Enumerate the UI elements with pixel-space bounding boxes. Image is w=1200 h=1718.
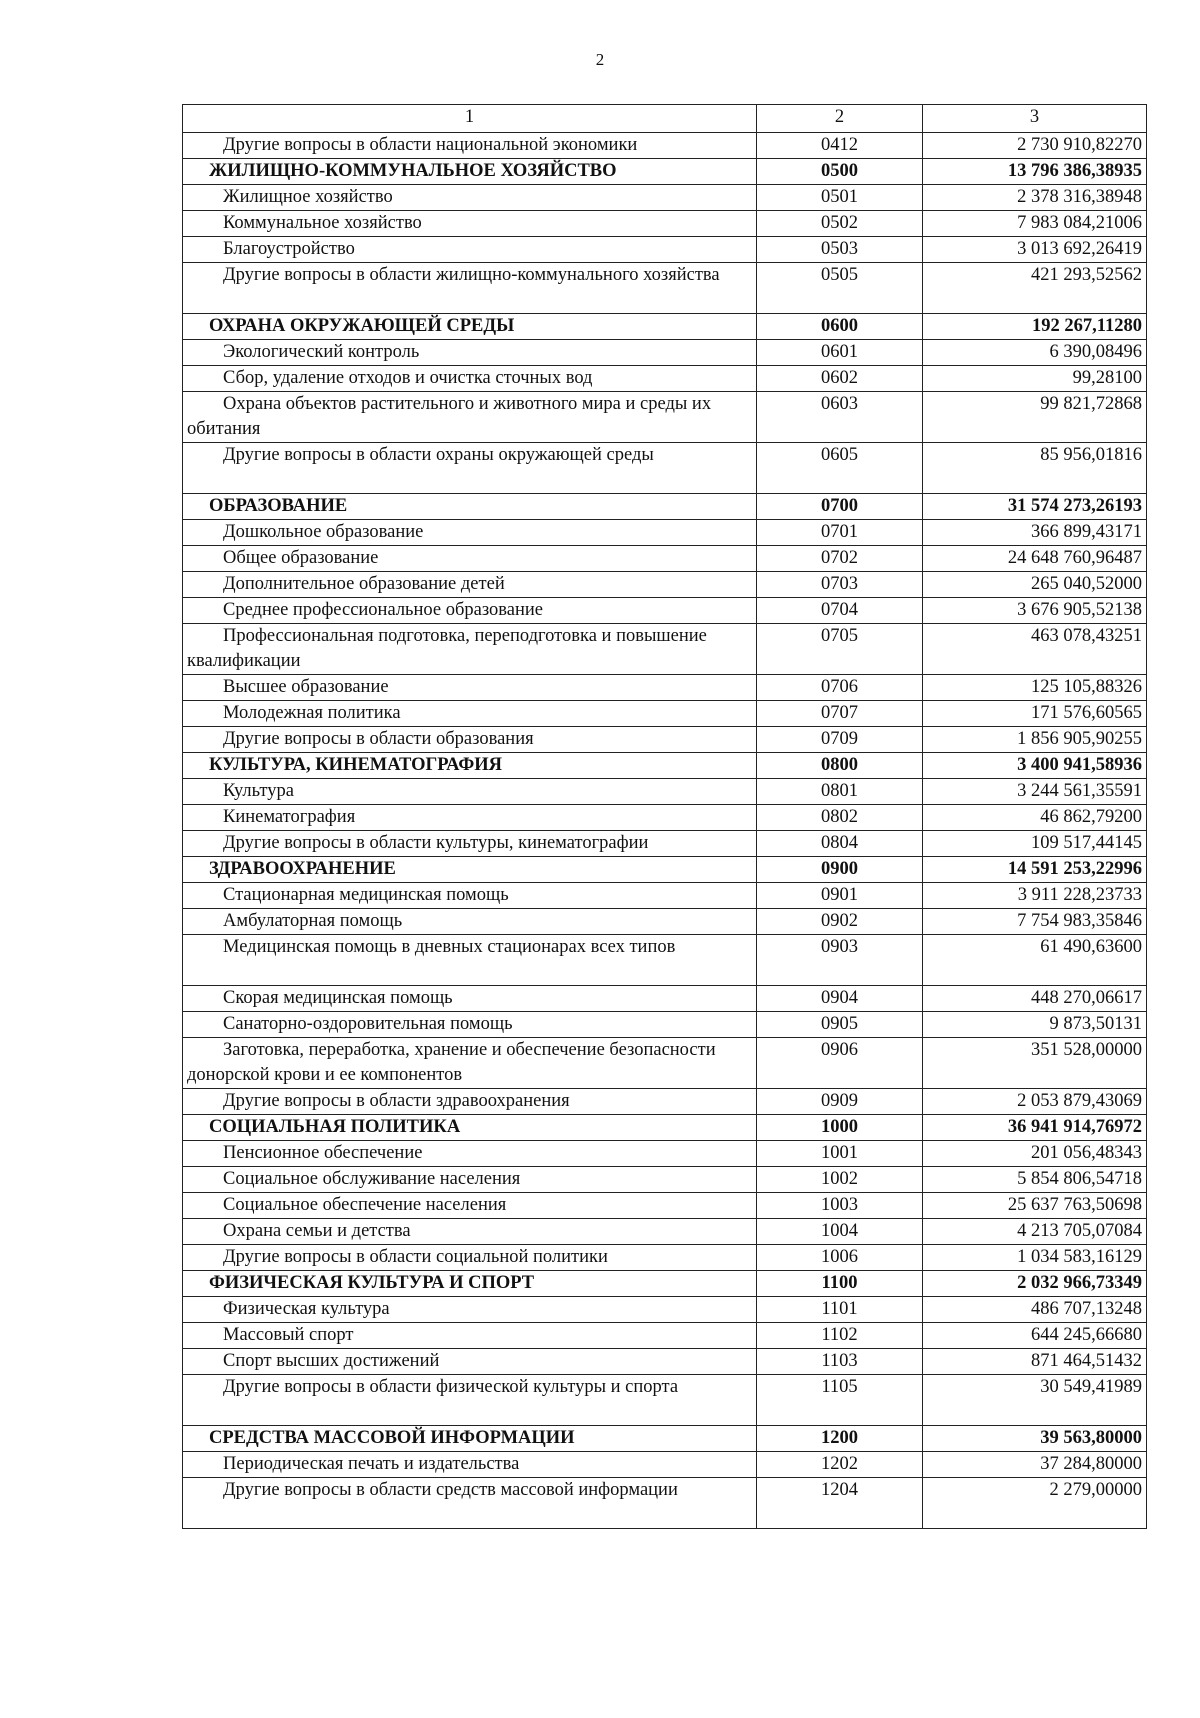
section-name: КУЛЬТУРА, КИНЕМАТОГРАФИЯ [183,753,757,779]
budget-code: 0709 [757,727,923,753]
budget-code: 0906 [757,1038,923,1089]
budget-code: 0704 [757,598,923,624]
section-row [183,857,1147,883]
amount: 7 983 084,21006 [923,211,1147,237]
budget-code: 0905 [757,1012,923,1038]
amount: 3 244 561,35591 [923,779,1147,805]
table-row [183,909,1147,935]
item-name: Социальное обеспечение населения [183,1193,757,1219]
budget-code: 0700 [757,494,923,520]
amount: 2 032 966,73349 [923,1271,1147,1297]
budget-code: 1200 [757,1426,923,1452]
amount: 366 899,43171 [923,520,1147,546]
section-row [183,494,1147,520]
table-row [183,237,1147,263]
section-name: ОХРАНА ОКРУЖАЮЩЕЙ СРЕДЫ [183,314,757,340]
item-name: Заготовка, переработка, хранение и обеспечение безопасности донорской крови и ее компонентов [183,1038,757,1089]
budget-code: 1004 [757,1219,923,1245]
table-row [183,1245,1147,1271]
item-name: Периодическая печать и издательства [183,1452,757,1478]
budget-code: 0505 [757,263,923,314]
item-name: Медицинская помощь в дневных стационарах всех типов [183,935,757,986]
amount: 2 279,00000 [923,1478,1147,1529]
table-row [183,779,1147,805]
table-row [183,1193,1147,1219]
amount: 6 390,08496 [923,340,1147,366]
amount: 1 856 905,90255 [923,727,1147,753]
amount: 109 517,44145 [923,831,1147,857]
budget-code: 1101 [757,1297,923,1323]
item-name: Скорая медицинская помощь [183,986,757,1012]
section-row [183,1271,1147,1297]
item-name: Другие вопросы в области жилищно-коммунального хозяйства [183,263,757,314]
item-name: Физическая культура [183,1297,757,1323]
amount: 5 854 806,54718 [923,1167,1147,1193]
amount: 871 464,51432 [923,1349,1147,1375]
budget-code: 0500 [757,159,923,185]
amount: 3 676 905,52138 [923,598,1147,624]
amount: 265 040,52000 [923,572,1147,598]
table-row [183,1038,1147,1089]
amount: 2 730 910,82270 [923,133,1147,159]
item-name: Другие вопросы в области социальной политики [183,1245,757,1271]
budget-code: 0902 [757,909,923,935]
budget-code: 0705 [757,624,923,675]
table-row [183,1478,1147,1529]
item-name: Экологический контроль [183,340,757,366]
amount: 486 707,13248 [923,1297,1147,1323]
item-name: Охрана объектов растительного и животного мира и среды их обитания [183,392,757,443]
table-row [183,883,1147,909]
budget-code: 0502 [757,211,923,237]
budget-table [182,104,1147,1529]
amount: 3 400 941,58936 [923,753,1147,779]
header-col-3: 3 [923,105,1147,133]
item-name: Благоустройство [183,237,757,263]
section-row [183,1426,1147,1452]
amount: 24 648 760,96487 [923,546,1147,572]
budget-code: 0800 [757,753,923,779]
budget-code: 0804 [757,831,923,857]
page-number: 2 [595,50,605,69]
budget-code: 1103 [757,1349,923,1375]
amount: 463 078,43251 [923,624,1147,675]
item-name: Массовый спорт [183,1323,757,1349]
header-col-2: 2 [757,105,923,133]
item-name: Жилищное хозяйство [183,185,757,211]
table-row [183,1012,1147,1038]
table-row [183,675,1147,701]
item-name: Другие вопросы в области охраны окружающей среды [183,443,757,494]
item-name: Санаторно-оздоровительная помощь [183,1012,757,1038]
item-name: Молодежная политика [183,701,757,727]
table-row [183,986,1147,1012]
budget-code: 0909 [757,1089,923,1115]
item-name: Общее образование [183,546,757,572]
table-row [183,263,1147,314]
amount: 4 213 705,07084 [923,1219,1147,1245]
budget-code: 1202 [757,1452,923,1478]
table-row [183,572,1147,598]
budget-code: 1204 [757,1478,923,1529]
amount: 9 873,50131 [923,1012,1147,1038]
item-name: Другие вопросы в области физической культуры и спорта [183,1375,757,1426]
amount: 30 549,41989 [923,1375,1147,1426]
amount: 201 056,48343 [923,1141,1147,1167]
section-name: СОЦИАЛЬНАЯ ПОЛИТИКА [183,1115,757,1141]
budget-code: 0707 [757,701,923,727]
amount: 3 911 228,23733 [923,883,1147,909]
section-name: ФИЗИЧЕСКАЯ КУЛЬТУРА И СПОРТ [183,1271,757,1297]
budget-code: 0703 [757,572,923,598]
budget-code: 1105 [757,1375,923,1426]
table-row [183,701,1147,727]
table-row [183,366,1147,392]
item-name: Другие вопросы в области образования [183,727,757,753]
amount: 85 956,01816 [923,443,1147,494]
section-name: ЗДРАВООХРАНЕНИЕ [183,857,757,883]
section-name: ЖИЛИЩНО-КОММУНАЛЬНОЕ ХОЗЯЙСТВО [183,159,757,185]
section-row [183,1115,1147,1141]
section-name: СРЕДСТВА МАССОВОЙ ИНФОРМАЦИИ [183,1426,757,1452]
amount: 1 034 583,16129 [923,1245,1147,1271]
table-row [183,392,1147,443]
amount: 14 591 253,22996 [923,857,1147,883]
table-row [183,185,1147,211]
table-row [183,831,1147,857]
header-col-1: 1 [183,105,757,133]
table-row [183,1452,1147,1478]
amount: 7 754 983,35846 [923,909,1147,935]
amount: 3 013 692,26419 [923,237,1147,263]
budget-code: 1100 [757,1271,923,1297]
amount: 25 637 763,50698 [923,1193,1147,1219]
item-name: Другие вопросы в области средств массовой информации [183,1478,757,1529]
budget-code: 0801 [757,779,923,805]
item-name: Дошкольное образование [183,520,757,546]
budget-code: 0702 [757,546,923,572]
amount: 46 862,79200 [923,805,1147,831]
item-name: Другие вопросы в области здравоохранения [183,1089,757,1115]
table-row [183,1323,1147,1349]
item-name: Среднее профессиональное образование [183,598,757,624]
table-row [183,624,1147,675]
table-row [183,520,1147,546]
budget-code: 0802 [757,805,923,831]
table-row [183,1375,1147,1426]
amount: 125 105,88326 [923,675,1147,701]
amount: 421 293,52562 [923,263,1147,314]
budget-code: 1000 [757,1115,923,1141]
table-row [183,1141,1147,1167]
item-name: Амбулаторная помощь [183,909,757,935]
item-name: Стационарная медицинская помощь [183,883,757,909]
item-name: Спорт высших достижений [183,1349,757,1375]
budget-code: 1003 [757,1193,923,1219]
budget-code: 0904 [757,986,923,1012]
budget-code: 0602 [757,366,923,392]
item-name: Высшее образование [183,675,757,701]
amount: 99 821,72868 [923,392,1147,443]
item-name: Профессиональная подготовка, переподготовка и повышение квалификации [183,624,757,675]
table-row [183,935,1147,986]
item-name: Сбор, удаление отходов и очистка сточных вод [183,366,757,392]
amount: 351 528,00000 [923,1038,1147,1089]
amount: 192 267,11280 [923,314,1147,340]
table-row [183,1349,1147,1375]
amount: 644 245,66680 [923,1323,1147,1349]
table-row [183,133,1147,159]
table-row [183,546,1147,572]
amount: 13 796 386,38935 [923,159,1147,185]
section-row [183,159,1147,185]
table-row [183,443,1147,494]
table-row [183,598,1147,624]
item-name: Кинематография [183,805,757,831]
budget-code: 0412 [757,133,923,159]
amount: 61 490,63600 [923,935,1147,986]
item-name: Охрана семьи и детства [183,1219,757,1245]
item-name: Другие вопросы в области национальной экономики [183,133,757,159]
item-name: Культура [183,779,757,805]
table-row [183,1297,1147,1323]
amount: 31 574 273,26193 [923,494,1147,520]
budget-code: 0603 [757,392,923,443]
budget-code: 1006 [757,1245,923,1271]
amount: 39 563,80000 [923,1426,1147,1452]
budget-code: 0701 [757,520,923,546]
budget-code: 1102 [757,1323,923,1349]
table-row [183,1089,1147,1115]
budget-code: 0900 [757,857,923,883]
table-row [183,1219,1147,1245]
budget-code: 0600 [757,314,923,340]
table-row [183,727,1147,753]
table-row [183,805,1147,831]
table-row [183,340,1147,366]
table-row [183,211,1147,237]
budget-code: 1001 [757,1141,923,1167]
item-name: Другие вопросы в области культуры, кинематографии [183,831,757,857]
budget-code: 0706 [757,675,923,701]
amount: 448 270,06617 [923,986,1147,1012]
section-row [183,314,1147,340]
amount: 36 941 914,76972 [923,1115,1147,1141]
table-row [183,1167,1147,1193]
section-row [183,753,1147,779]
budget-code: 0501 [757,185,923,211]
table-header-row [183,105,1147,133]
item-name: Дополнительное образование детей [183,572,757,598]
item-name: Социальное обслуживание населения [183,1167,757,1193]
amount: 171 576,60565 [923,701,1147,727]
budget-code: 1002 [757,1167,923,1193]
item-name: Коммунальное хозяйство [183,211,757,237]
amount: 2 053 879,43069 [923,1089,1147,1115]
amount: 99,28100 [923,366,1147,392]
budget-code: 0503 [757,237,923,263]
section-name: ОБРАЗОВАНИЕ [183,494,757,520]
amount: 2 378 316,38948 [923,185,1147,211]
amount: 37 284,80000 [923,1452,1147,1478]
budget-code: 0901 [757,883,923,909]
item-name: Пенсионное обеспечение [183,1141,757,1167]
budget-code: 0601 [757,340,923,366]
budget-code: 0605 [757,443,923,494]
budget-code: 0903 [757,935,923,986]
